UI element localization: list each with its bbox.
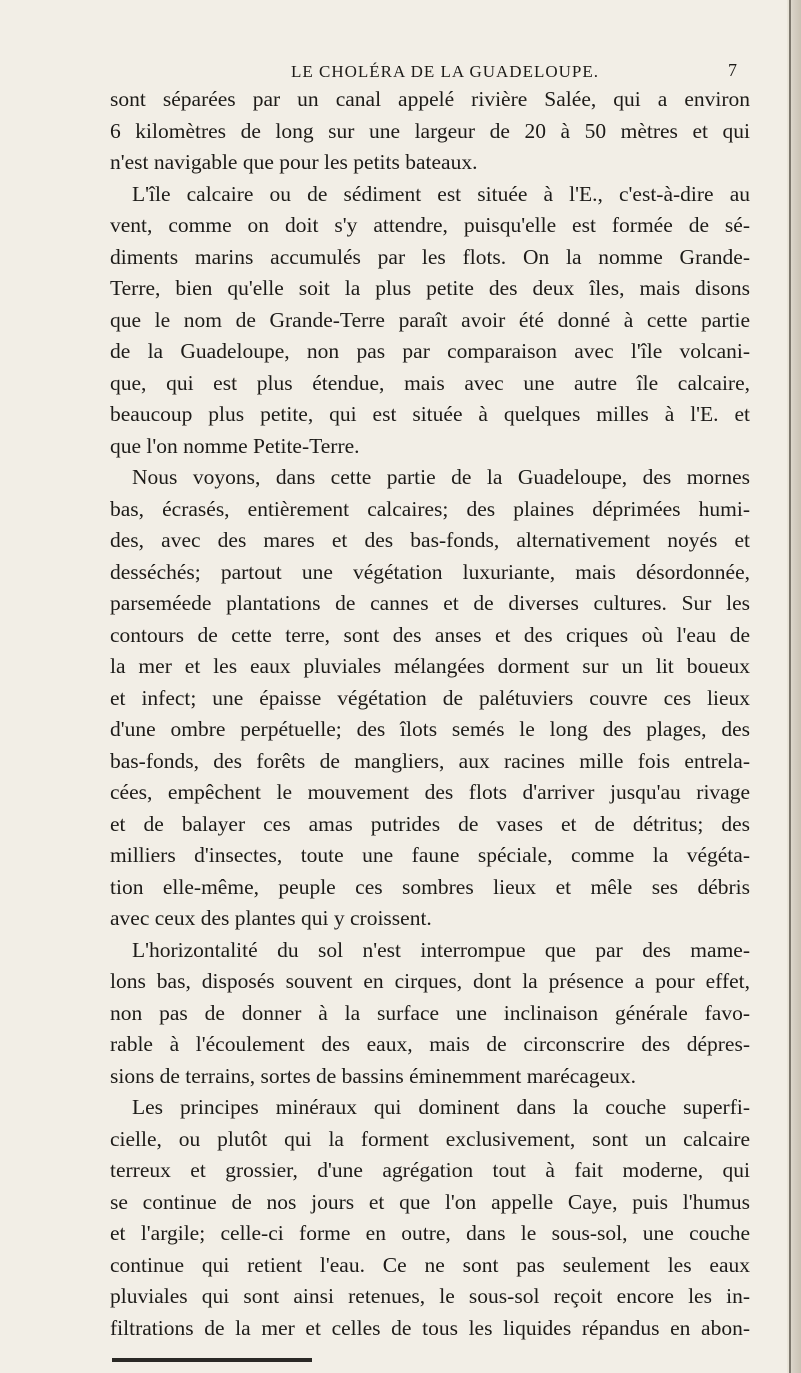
running-title: LE CHOLÉRA DE LA GUADELOUPE. xyxy=(290,62,599,81)
text-line: que le nom de Grande-Terre paraît avoir été donné à cette partie xyxy=(110,307,750,332)
text-line: avec ceux des plantes qui y croissent. xyxy=(110,906,432,930)
text-line: Terre, bien qu'elle soit la plus petite des deux îles, mais disons xyxy=(110,276,750,300)
text-line: pluviales qui sont ainsi retenues, le sous-sol reçoit encore les in- xyxy=(110,1284,750,1308)
text-line: parseméede plantations de cannes et de diverses cultures. Sur les xyxy=(110,591,750,615)
text-line: terreux et grossier, d'une agrégation tout à fait moderne, qui xyxy=(110,1158,750,1182)
text-line: vent, comme on doit s'y attendre, puisqu'elle est formée de sé- xyxy=(110,213,750,237)
text-line: et infect; une épaisse végétation de palétuviers couvre ces lieux xyxy=(110,685,750,710)
text-line: sont séparées par un canal appelé rivière Salée, qui a environ xyxy=(110,87,750,111)
text-line: filtrations de la mer et celles de tous les liquides répandus en abon- xyxy=(110,1315,750,1340)
text-line: n'est navigable que pour les petits bateaux. xyxy=(110,150,478,174)
text-line: 6 kilomètres de long sur une largeur de 20 à 50 mètres et qui xyxy=(110,118,750,143)
page-number: 7 xyxy=(728,60,738,80)
text-line: la mer et les eaux pluviales mélangées dorment sur un lit boueux xyxy=(110,654,750,678)
text-line: non pas de donner à la surface une inclinaison générale favo- xyxy=(110,1000,750,1025)
text-line: cielle, ou plutôt qui la forment exclusivement, sont un calcaire xyxy=(110,1126,750,1151)
text-line: sions de terrains, sortes de bassins éminemment marécageux. xyxy=(110,1063,637,1088)
text-line: beaucoup plus petite, qui est située à quelques milles à l'E. et xyxy=(110,402,750,426)
scan-bottom-mark xyxy=(112,1358,312,1362)
text-line: d'une ombre perpétuelle; des îlots semés le long des plages, des xyxy=(110,717,750,741)
text-line: Nous voyons, dans cette partie de la Guadeloupe, des mornes xyxy=(132,465,750,489)
text-line: L'île calcaire ou de sédiment est située à l'E., c'est-à-dire au xyxy=(132,181,750,206)
text-line: desséchés; partout une végétation luxuriante, mais désordonnée, xyxy=(110,559,750,584)
text-line: que, qui est plus étendue, mais avec une autre île calcaire, xyxy=(110,370,750,395)
page-header xyxy=(108,58,758,84)
text-line: bas-fonds, des forêts de mangliers, aux racines mille fois entrela- xyxy=(110,748,750,773)
text-line: continue qui retient l'eau. Ce ne sont pas seulement les eaux xyxy=(110,1252,750,1277)
text-line: rable à l'écoulement des eaux, mais de circonscrire des dépres- xyxy=(110,1032,750,1056)
text-line: contours de cette terre, sont des anses et des criques où l'eau de xyxy=(110,622,750,647)
text-line: Les principes minéraux qui dominent dans la couche superfi- xyxy=(132,1095,750,1119)
body-text xyxy=(110,84,750,1344)
scan-edge-line xyxy=(789,0,791,1373)
text-line: lons bas, disposés souvent en cirques, dont la présence a pour effet, xyxy=(110,969,750,993)
text-line: et l'argile; celle-ci forme en outre, dans le sous-sol, une couche xyxy=(110,1221,750,1245)
text-line: milliers d'insectes, toute une faune spéciale, comme la végéta- xyxy=(110,843,750,867)
text-line: que l'on nomme Petite-Terre. xyxy=(110,433,360,458)
text-line: L'horizontalité du sol n'est interrompue que par des mame- xyxy=(132,937,750,962)
text-line: et de balayer ces amas putrides de vases et de détritus; des xyxy=(110,811,750,836)
text-line: cées, empêchent le mouvement des flots d'arriver jusqu'au rivage xyxy=(110,780,750,804)
text-line: bas, écrasés, entièrement calcaires; des plaines déprimées humi- xyxy=(110,496,750,521)
text-line: se continue de nos jours et que l'on appelle Caye, puis l'humus xyxy=(110,1189,750,1214)
text-line: diments marins accumulés par les flots. On la nomme Grande- xyxy=(110,244,750,269)
text-line: tion elle-même, peuple ces sombres lieux et mêle ses débris xyxy=(110,874,750,899)
text-line: des, avec des mares et des bas-fonds, alternativement noyés et xyxy=(110,528,750,552)
text-line: de la Guadeloupe, non pas par comparaison avec l'île volcani- xyxy=(110,339,750,363)
